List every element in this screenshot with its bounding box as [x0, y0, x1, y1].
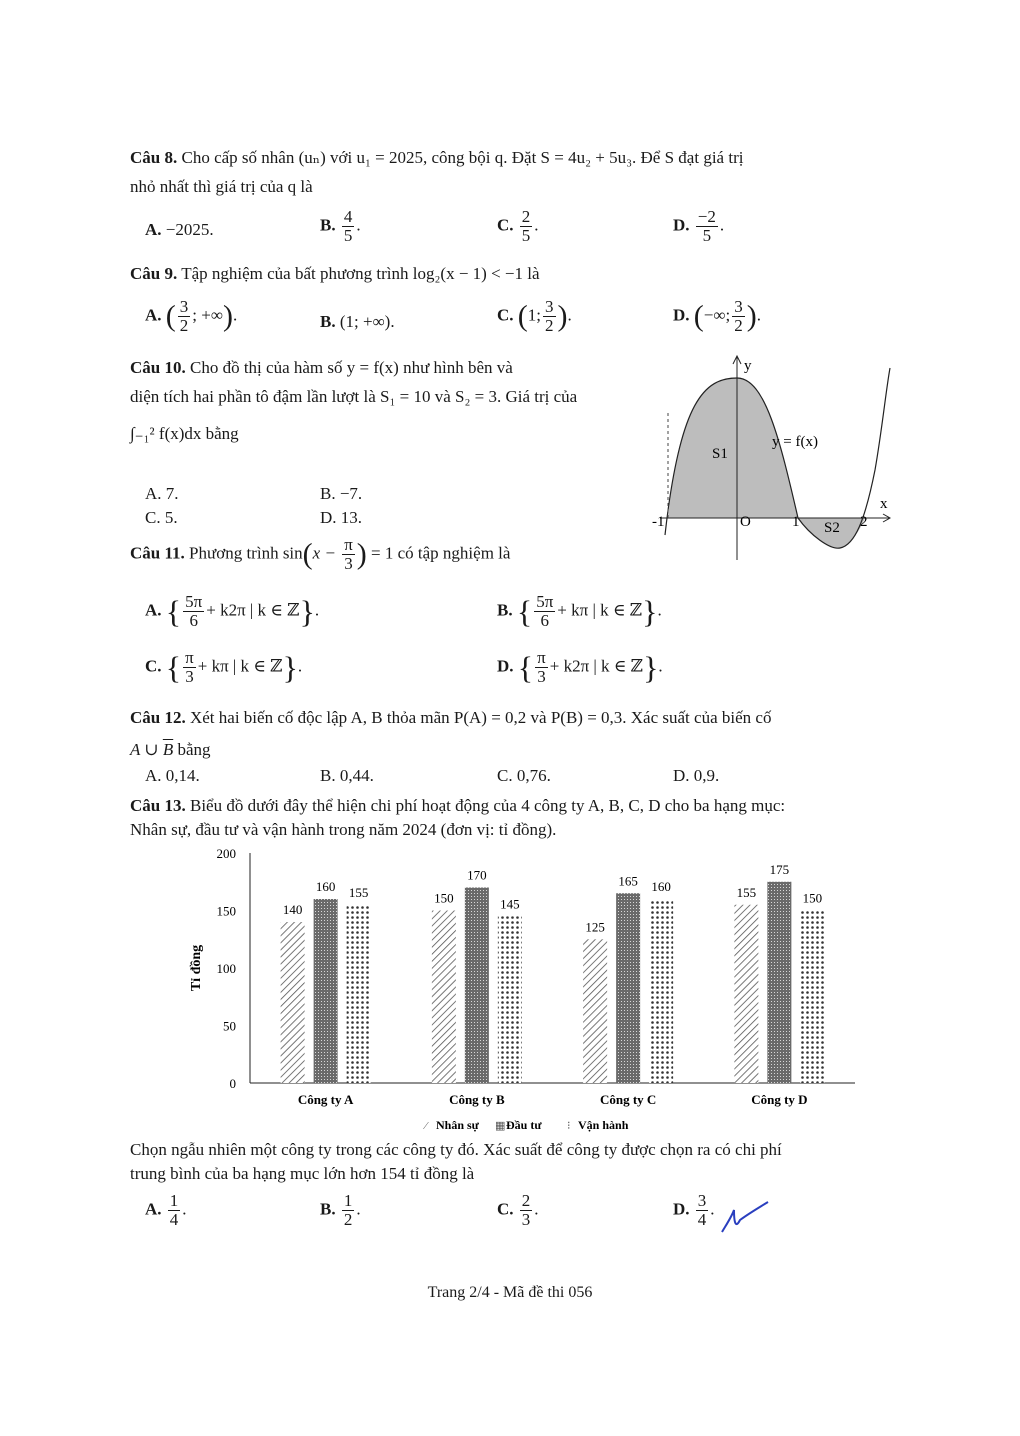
cost-bar-chart	[180, 845, 880, 1140]
q12-line1: Câu 12. Xét hai biến cố độc lập A, B thỏa mãn P(A) = 0,2 và P(B) = 0,3. Xác suất của biến cố	[130, 708, 772, 727]
q10-line3: ∫₋₁² f(x)dx bằng	[130, 424, 239, 443]
legend-swatch: ⁝	[567, 1120, 571, 1132]
x-tick-label: Công ty B	[449, 1092, 505, 1107]
legend-swatch: ▦	[495, 1120, 506, 1132]
q12-option-d: D. 0,9.	[673, 766, 720, 785]
q10-line1: Câu 10. Cho đồ thị của hàm số y = f(x) như hình bên và	[130, 358, 513, 377]
bar-value-label: 160	[315, 879, 336, 894]
legend-label: Vận hành	[578, 1118, 629, 1132]
q8-line1	[130, 148, 743, 168]
q10-option-d: D. 13.	[320, 508, 363, 527]
q11-option-c: C. { $\frac{\pi}{3}$ + kπ | k ∈ ℤ}.	[145, 648, 303, 686]
x-axis-label: x	[880, 496, 888, 512]
bar-value-label: 165	[618, 873, 638, 889]
bar	[800, 911, 824, 1084]
q9-option-d: D. (−∞; $\frac{3}{2}$ ).	[673, 297, 761, 335]
y-tick-label: 200	[216, 846, 236, 861]
q10-option-a: A. 7.	[145, 484, 179, 503]
tick-two: 2	[860, 514, 868, 530]
q11-option-b: B. { $\frac{5\pi}{6}$ + kπ | k ∈ ℤ}.	[497, 592, 662, 630]
q11-line: Câu 11. Phương trình sin(x − $\frac{\pi}{3}$ ) = 1 có tập nghiệm là	[130, 535, 511, 573]
q13-line3: Chọn ngẫu nhiên một công ty trong các công ty đó. Xác suất để công ty được chọn ra có chi phí	[130, 1140, 782, 1159]
q11-option-a: A. { $\frac{5\pi}{6}$ + k2π | k ∈ ℤ}.	[145, 592, 320, 630]
bar	[583, 939, 607, 1083]
origin-label: O	[740, 514, 751, 530]
bar	[734, 905, 758, 1083]
tick-minus-one: -1	[652, 514, 665, 530]
q9-option-a: A. ( $\frac{3}{2}$ ; +∞).	[145, 297, 238, 335]
bar	[498, 916, 522, 1083]
q8-option-b: B. $\frac{4}{5}$ .	[320, 207, 361, 245]
y-tick-label: 50	[223, 1018, 236, 1034]
q13-line2: Nhân sự, đầu tư và vận hành trong năm 2024 (đơn vị: tỉ đồng).	[130, 820, 557, 839]
y-axis-label: y	[744, 358, 752, 374]
q12-option-a: A. 0,14.	[145, 766, 200, 785]
fraction: $\frac{4}{5}$	[343, 207, 353, 245]
bar	[314, 899, 338, 1083]
y-tick-label: 0	[229, 1076, 236, 1091]
q9-option-c: C. (1; $\frac{3}{2}$ ).	[497, 297, 572, 335]
q13-line4: trung bình của ba hạng mục lớn hơn 154 tỉ đồng là	[130, 1164, 475, 1183]
x-tick-label: Công ty C	[599, 1092, 657, 1107]
q10-function-graph	[650, 350, 900, 565]
bar	[767, 882, 791, 1083]
bar-value-label: 145	[500, 896, 520, 912]
q10-option-c: C. 5.	[145, 508, 178, 527]
bar-value-label: 150	[802, 890, 823, 906]
x-tick-label: Công ty A	[297, 1092, 354, 1107]
q12-option-c: C. 0,76.	[497, 766, 551, 785]
bar-value-label: 170	[467, 867, 487, 883]
q8-label: Câu 8.	[130, 148, 178, 167]
y-axis-title: Tỉ đồng	[189, 944, 204, 992]
q13-option-a: A. $\frac{1}{4}$ .	[145, 1191, 187, 1229]
bar	[347, 905, 371, 1083]
bar	[465, 888, 489, 1084]
bar-value-label: 140	[282, 902, 303, 917]
bar-value-label: 155	[348, 884, 369, 900]
legend-label: Đầu tư	[506, 1118, 542, 1132]
q12-option-b: B. 0,44.	[320, 766, 374, 785]
bar	[616, 893, 640, 1083]
bar-value-label: 155	[736, 884, 757, 900]
bar-value-label: 160	[651, 879, 671, 894]
q8-line2: nhỏ nhất thì giá trị của q là	[130, 177, 313, 196]
s1-label: S1	[712, 446, 728, 462]
q13-option-d: D. $\frac{3}{4}$ .	[673, 1191, 715, 1229]
q9-text: Tập nghiệm của bất phương trình log₂(x − 1) < −1 là	[181, 264, 540, 283]
q8-text-1: Cho cấp số nhân (uₙ) với u₁ = 2025, công bội q. Đặt S = 4u₂ + 5u₃. Để S đạt giá trị	[181, 148, 744, 167]
s2-label: S2	[824, 520, 840, 536]
bar	[432, 911, 456, 1084]
page-footer: Trang 2/4 - Mã đề thi 056	[427, 1284, 593, 1301]
q8-option-d: D. $\frac{-2}{5}$ .	[673, 207, 725, 245]
legend-swatch: ⁄	[425, 1120, 427, 1132]
y-tick-label: 150	[216, 903, 236, 919]
q9-option-b: B. (1; +∞).	[320, 312, 395, 331]
q11-label: Câu 11.	[130, 543, 185, 563]
bar-value-label: 150	[434, 890, 454, 906]
bar-value-label: 175	[769, 861, 790, 877]
legend-label: Nhân sự	[436, 1118, 479, 1132]
q11-option-d: D. { $\frac{\pi}{3}$ + k2π | k ∈ ℤ}.	[497, 648, 663, 686]
curve-label: y = f(x)	[772, 434, 818, 450]
x-tick-label: Công ty D	[751, 1092, 808, 1107]
pen-mark-icon	[718, 1198, 770, 1238]
bar-value-label: 125	[585, 919, 605, 935]
q12-label: Câu 12.	[130, 708, 186, 727]
q9-line	[130, 264, 540, 284]
q10-option-b: B. −7.	[320, 484, 363, 503]
fraction: $\frac{2}{5}$	[521, 207, 531, 245]
fraction: $\frac{-2}{5}$	[697, 207, 716, 245]
bar	[649, 899, 673, 1083]
bar	[281, 922, 305, 1083]
q13-line1: Câu 13. Biểu đồ dưới đây thể hiện chi phí hoạt động của 4 công ty A, B, C, D cho ba hạng mục:	[130, 796, 786, 815]
q12-line2: A ∪ $\overline{B}$ bằng	[130, 740, 211, 759]
q10-label: Câu 10.	[130, 358, 186, 377]
tick-one: 1	[792, 514, 800, 530]
q13-option-b: B. $\frac{1}{2}$ .	[320, 1191, 361, 1229]
q13-option-c: C. $\frac{2}{3}$ .	[497, 1191, 539, 1229]
q9-label: Câu 9.	[130, 264, 178, 283]
q8-option-c: C. $\frac{2}{5}$ .	[497, 207, 539, 245]
y-tick-label: 100	[216, 961, 236, 976]
q10-line2: diện tích hai phần tô đậm lần lượt là S₁ = 10 và S₂ = 3. Giá trị của	[130, 387, 578, 406]
q8-option-a: A. −2025.	[145, 220, 214, 239]
q13-label: Câu 13.	[130, 796, 186, 815]
